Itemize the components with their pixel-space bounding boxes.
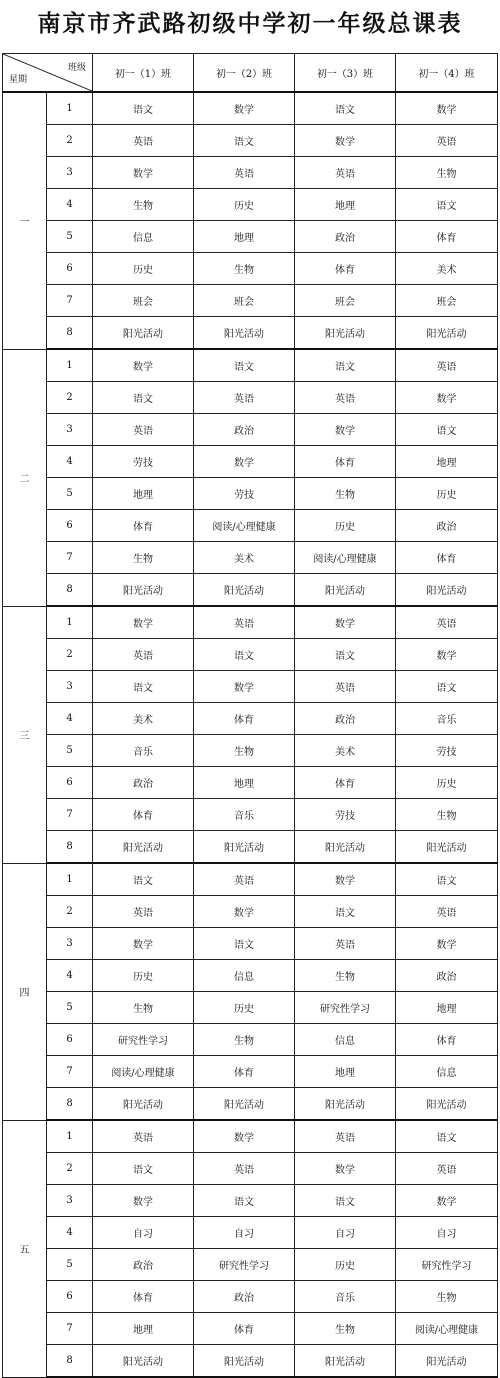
period-number: 6	[47, 253, 93, 285]
subject-cell: 体育	[396, 542, 498, 574]
subject-cell: 数学	[295, 863, 396, 896]
subject-cell: 语文	[295, 349, 396, 382]
subject-cell: 劳技	[194, 478, 295, 510]
subject-cell: 信息	[93, 221, 194, 253]
period-number: 2	[47, 382, 93, 414]
subject-cell: 政治	[396, 960, 498, 992]
subject-cell: 音乐	[93, 735, 194, 767]
subject-cell: 美术	[93, 703, 194, 735]
table-row	[3, 799, 498, 831]
subject-cell: 数学	[396, 382, 498, 414]
table-row	[3, 1281, 498, 1313]
subject-cell: 语文	[295, 639, 396, 671]
period-number: 7	[47, 799, 93, 831]
corner-label-class: 班级	[67, 63, 86, 73]
subject-cell: 生物	[295, 478, 396, 510]
subject-cell: 生物	[194, 735, 295, 767]
subject-cell: 生物	[396, 799, 498, 831]
subject-cell: 阳光活动	[295, 831, 396, 864]
table-row	[3, 863, 498, 896]
subject-cell: 政治	[194, 414, 295, 446]
subject-cell: 阳光活动	[396, 317, 498, 350]
subject-cell: 语文	[93, 863, 194, 896]
class-header: 初一（3）班	[295, 54, 396, 93]
subject-cell: 体育	[93, 799, 194, 831]
period-number: 6	[47, 1281, 93, 1313]
subject-cell: 阳光活动	[93, 1345, 194, 1378]
subject-cell: 英语	[194, 606, 295, 639]
table-row	[3, 671, 498, 703]
subject-cell: 语文	[194, 1185, 295, 1217]
subject-cell: 语文	[194, 349, 295, 382]
table-row	[3, 253, 498, 285]
subject-cell: 政治	[93, 767, 194, 799]
subject-cell: 历史	[295, 1249, 396, 1281]
subject-cell: 阅读/心理健康	[194, 510, 295, 542]
table-row	[3, 1345, 498, 1378]
table-row	[3, 1088, 498, 1121]
table-row	[3, 510, 498, 542]
subject-cell: 英语	[295, 928, 396, 960]
subject-cell: 研究性学习	[396, 1249, 498, 1281]
period-number: 6	[47, 767, 93, 799]
table-row	[3, 960, 498, 992]
subject-cell: 研究性学习	[93, 1024, 194, 1056]
period-number: 3	[47, 928, 93, 960]
period-number: 3	[47, 671, 93, 703]
table-row	[3, 542, 498, 574]
subject-cell: 劳技	[295, 799, 396, 831]
period-number: 4	[47, 446, 93, 478]
subject-cell: 数学	[194, 92, 295, 125]
subject-cell: 数学	[295, 606, 396, 639]
period-number: 4	[47, 1217, 93, 1249]
subject-cell: 数学	[396, 639, 498, 671]
weekday-cell: 四	[3, 863, 47, 1120]
period-number: 2	[47, 639, 93, 671]
table-row	[3, 157, 498, 189]
table-row	[3, 317, 498, 350]
schedule-table	[2, 53, 498, 1378]
subject-cell: 地理	[93, 1313, 194, 1345]
subject-cell: 阳光活动	[93, 1088, 194, 1121]
subject-cell: 数学	[194, 446, 295, 478]
subject-cell: 英语	[396, 125, 498, 157]
subject-cell: 阅读/心理健康	[93, 1056, 194, 1088]
subject-cell: 美术	[194, 542, 295, 574]
subject-cell: 英语	[396, 606, 498, 639]
class-header: 初一（4）班	[396, 54, 498, 93]
table-row	[3, 125, 498, 157]
subject-cell: 体育	[295, 767, 396, 799]
period-number: 3	[47, 414, 93, 446]
table-row	[3, 606, 498, 639]
subject-cell: 语文	[295, 1185, 396, 1217]
period-number: 7	[47, 285, 93, 317]
subject-cell: 劳技	[93, 446, 194, 478]
period-number: 7	[47, 1313, 93, 1345]
subject-cell: 阳光活动	[194, 317, 295, 350]
subject-cell: 语文	[396, 863, 498, 896]
subject-cell: 语文	[194, 125, 295, 157]
table-row	[3, 382, 498, 414]
table-row	[3, 639, 498, 671]
subject-cell: 劳技	[396, 735, 498, 767]
period-number: 6	[47, 1024, 93, 1056]
table-row	[3, 285, 498, 317]
subject-cell: 语文	[93, 92, 194, 125]
period-number: 7	[47, 542, 93, 574]
subject-cell: 班会	[295, 285, 396, 317]
subject-cell: 数学	[194, 896, 295, 928]
header-row	[3, 54, 498, 93]
subject-cell: 生物	[396, 157, 498, 189]
subject-cell: 体育	[194, 1056, 295, 1088]
subject-cell: 生物	[295, 1313, 396, 1345]
subject-cell: 英语	[295, 157, 396, 189]
subject-cell: 阳光活动	[295, 574, 396, 607]
subject-cell: 语文	[194, 928, 295, 960]
subject-cell: 英语	[396, 896, 498, 928]
period-number: 8	[47, 317, 93, 350]
schedule-body	[3, 92, 498, 1377]
table-row	[3, 1153, 498, 1185]
subject-cell: 班会	[396, 285, 498, 317]
period-number: 2	[47, 1153, 93, 1185]
period-number: 3	[47, 157, 93, 189]
period-number: 2	[47, 896, 93, 928]
table-row	[3, 1249, 498, 1281]
subject-cell: 阳光活动	[93, 574, 194, 607]
subject-cell: 历史	[396, 478, 498, 510]
table-row	[3, 189, 498, 221]
subject-cell: 信息	[194, 960, 295, 992]
table-row	[3, 703, 498, 735]
period-number: 1	[47, 1120, 93, 1153]
subject-cell: 英语	[295, 1120, 396, 1153]
subject-cell: 历史	[396, 767, 498, 799]
subject-cell: 英语	[194, 1153, 295, 1185]
subject-cell: 阅读/心理健康	[295, 542, 396, 574]
period-number: 8	[47, 574, 93, 607]
subject-cell: 阳光活动	[93, 317, 194, 350]
subject-cell: 政治	[295, 703, 396, 735]
subject-cell: 自习	[295, 1217, 396, 1249]
subject-cell: 阳光活动	[194, 1088, 295, 1121]
period-number: 5	[47, 735, 93, 767]
table-row	[3, 574, 498, 607]
subject-cell: 历史	[194, 189, 295, 221]
subject-cell: 生物	[93, 542, 194, 574]
period-number: 1	[47, 606, 93, 639]
subject-cell: 生物	[93, 189, 194, 221]
subject-cell: 音乐	[194, 799, 295, 831]
subject-cell: 英语	[93, 125, 194, 157]
subject-cell: 英语	[93, 639, 194, 671]
subject-cell: 地理	[295, 1056, 396, 1088]
subject-cell: 语文	[93, 671, 194, 703]
subject-cell: 班会	[93, 285, 194, 317]
subject-cell: 地理	[396, 446, 498, 478]
subject-cell: 生物	[396, 1281, 498, 1313]
subject-cell: 语文	[295, 896, 396, 928]
subject-cell: 生物	[194, 1024, 295, 1056]
weekday-cell: 一	[3, 92, 47, 349]
period-number: 4	[47, 189, 93, 221]
period-number: 1	[47, 349, 93, 382]
subject-cell: 英语	[295, 382, 396, 414]
period-number: 2	[47, 125, 93, 157]
subject-cell: 阳光活动	[396, 574, 498, 607]
subject-cell: 语文	[93, 1153, 194, 1185]
subject-cell: 语文	[396, 1120, 498, 1153]
subject-cell: 音乐	[396, 703, 498, 735]
subject-cell: 自习	[93, 1217, 194, 1249]
period-number: 5	[47, 992, 93, 1024]
subject-cell: 数学	[396, 1185, 498, 1217]
subject-cell: 阳光活动	[93, 831, 194, 864]
period-number: 5	[47, 221, 93, 253]
subject-cell: 体育	[194, 703, 295, 735]
subject-cell: 自习	[194, 1217, 295, 1249]
class-header: 初一（2）班	[194, 54, 295, 93]
subject-cell: 数学	[396, 928, 498, 960]
period-number: 4	[47, 960, 93, 992]
subject-cell: 美术	[295, 735, 396, 767]
weekday-cell: 三	[3, 606, 47, 863]
subject-cell: 地理	[194, 767, 295, 799]
corner-header	[3, 54, 93, 93]
subject-cell: 数学	[295, 125, 396, 157]
subject-cell: 体育	[93, 510, 194, 542]
table-row	[3, 831, 498, 864]
period-number: 8	[47, 1345, 93, 1378]
class-header: 初一（1）班	[93, 54, 194, 93]
subject-cell: 语文	[396, 671, 498, 703]
subject-cell: 历史	[93, 960, 194, 992]
subject-cell: 英语	[396, 349, 498, 382]
table-row	[3, 478, 498, 510]
subject-cell: 阳光活动	[295, 317, 396, 350]
corner-label-weekday: 星期	[9, 75, 28, 85]
subject-cell: 数学	[295, 1153, 396, 1185]
subject-cell: 阳光活动	[295, 1088, 396, 1121]
period-number: 1	[47, 863, 93, 896]
subject-cell: 英语	[295, 671, 396, 703]
subject-cell: 语文	[295, 92, 396, 125]
period-number: 7	[47, 1056, 93, 1088]
subject-cell: 研究性学习	[194, 1249, 295, 1281]
table-row	[3, 349, 498, 382]
subject-cell: 英语	[194, 382, 295, 414]
subject-cell: 政治	[93, 1249, 194, 1281]
subject-cell: 地理	[93, 478, 194, 510]
weekday-cell: 二	[3, 349, 47, 606]
page-title: 南京市齐武路初级中学初一年级总课表	[37, 11, 463, 37]
subject-cell: 体育	[93, 1281, 194, 1313]
subject-cell: 阳光活动	[396, 1345, 498, 1378]
subject-cell: 美术	[396, 253, 498, 285]
subject-cell: 体育	[295, 253, 396, 285]
subject-cell: 英语	[396, 1153, 498, 1185]
subject-cell: 英语	[93, 896, 194, 928]
subject-cell: 阳光活动	[396, 1088, 498, 1121]
table-row	[3, 1120, 498, 1153]
subject-cell: 研究性学习	[295, 992, 396, 1024]
weekday-cell: 五	[3, 1120, 47, 1377]
period-number: 5	[47, 1249, 93, 1281]
subject-cell: 英语	[93, 414, 194, 446]
subject-cell: 音乐	[295, 1281, 396, 1313]
table-row	[3, 896, 498, 928]
table-row	[3, 1185, 498, 1217]
table-row	[3, 1056, 498, 1088]
subject-cell: 地理	[194, 221, 295, 253]
subject-cell: 地理	[295, 189, 396, 221]
period-number: 5	[47, 478, 93, 510]
subject-cell: 英语	[194, 157, 295, 189]
subject-cell: 阅读/心理健康	[396, 1313, 498, 1345]
period-number: 3	[47, 1185, 93, 1217]
period-number: 8	[47, 831, 93, 864]
subject-cell: 信息	[295, 1024, 396, 1056]
subject-cell: 英语	[194, 863, 295, 896]
subject-cell: 数学	[93, 1185, 194, 1217]
subject-cell: 政治	[295, 221, 396, 253]
table-row	[3, 1024, 498, 1056]
subject-cell: 阳光活动	[295, 1345, 396, 1378]
table-row	[3, 928, 498, 960]
table-row	[3, 446, 498, 478]
subject-cell: 阳光活动	[194, 1345, 295, 1378]
table-row	[3, 414, 498, 446]
period-number: 8	[47, 1088, 93, 1121]
subject-cell: 语文	[93, 382, 194, 414]
subject-cell: 体育	[295, 446, 396, 478]
subject-cell: 数学	[93, 157, 194, 189]
subject-cell: 阳光活动	[396, 831, 498, 864]
subject-cell: 英语	[93, 1120, 194, 1153]
table-row	[3, 1217, 498, 1249]
table-row	[3, 735, 498, 767]
subject-cell: 地理	[396, 992, 498, 1024]
subject-cell: 历史	[93, 253, 194, 285]
subject-cell: 班会	[194, 285, 295, 317]
subject-cell: 体育	[194, 1313, 295, 1345]
subject-cell: 体育	[396, 221, 498, 253]
subject-cell: 历史	[194, 992, 295, 1024]
subject-cell: 数学	[93, 928, 194, 960]
subject-cell: 语文	[396, 414, 498, 446]
subject-cell: 阳光活动	[194, 831, 295, 864]
subject-cell: 自习	[396, 1217, 498, 1249]
period-number: 6	[47, 510, 93, 542]
subject-cell: 数学	[93, 349, 194, 382]
subject-cell: 语文	[194, 639, 295, 671]
table-row	[3, 767, 498, 799]
period-number: 4	[47, 703, 93, 735]
subject-cell: 语文	[396, 189, 498, 221]
table-row	[3, 1313, 498, 1345]
subject-cell: 信息	[396, 1056, 498, 1088]
subject-cell: 数学	[396, 92, 498, 125]
period-number: 1	[47, 92, 93, 125]
subject-cell: 体育	[396, 1024, 498, 1056]
subject-cell: 数学	[194, 1120, 295, 1153]
table-row	[3, 221, 498, 253]
subject-cell: 生物	[93, 992, 194, 1024]
table-row	[3, 92, 498, 125]
subject-cell: 生物	[194, 253, 295, 285]
subject-cell: 生物	[295, 960, 396, 992]
subject-cell: 政治	[396, 510, 498, 542]
subject-cell: 阳光活动	[194, 574, 295, 607]
table-row	[3, 992, 498, 1024]
subject-cell: 数学	[93, 606, 194, 639]
subject-cell: 数学	[194, 671, 295, 703]
subject-cell: 数学	[295, 414, 396, 446]
subject-cell: 政治	[194, 1281, 295, 1313]
subject-cell: 历史	[295, 510, 396, 542]
